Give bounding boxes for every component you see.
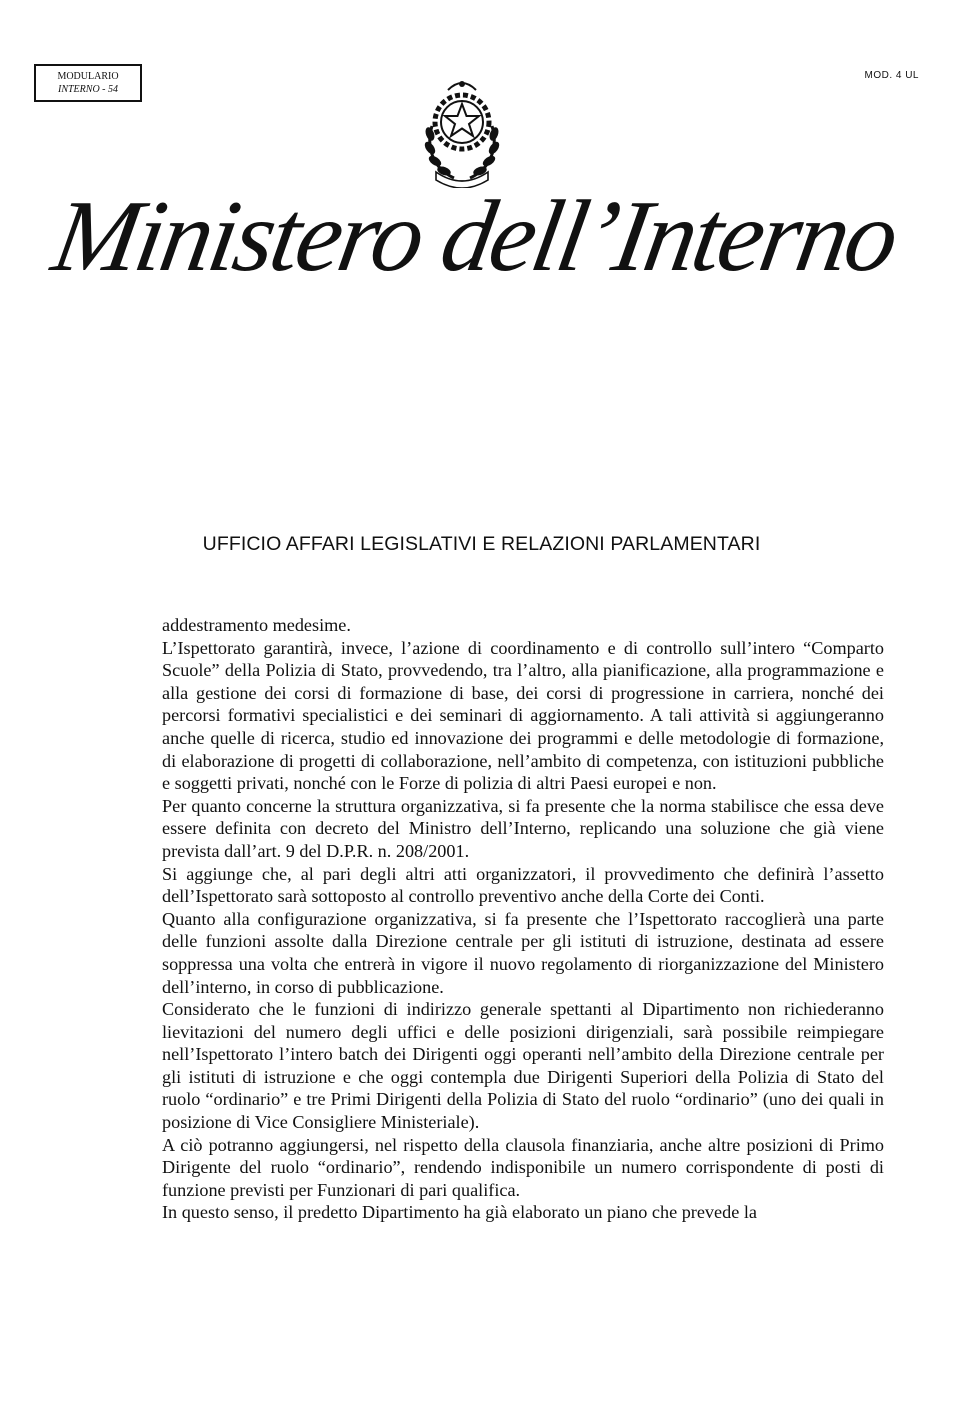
ministry-name-logotype <box>40 178 930 298</box>
paragraph: A ciò potranno aggiungersi, nel rispetto della clausola finanziaria, anche altre posizioni di Primo Dirigente del ruolo “ordinario”, rendendo indisponibile un numero corrispondente di posti di funzione previsti per Funzionari di pari qualifica. <box>162 1134 884 1200</box>
paragraph: L’Ispettorato garantirà, invece, l’azione di coordinamento e di controllo sull’intero “Comparto Scuole” della Polizia di Stato, provvedendo, tra l’altro, alla pianificazione, alla programmazione e alla gestione dei corsi di formazione di base, dei corsi di progressione in carriera, nonché dei percorsi formativi specialistici e dei seminari di aggiornamento. A tali attività si aggiungeranno anche quelle di ricerca, studio ed innovazione dei programmi e delle metodologie di formazione, di elaborazione di progetti di collaborazione, nell’ambito di competenza, con istituzioni pubbliche e soggetti privati, nonché con le Forze di polizia di altri Paesi europei e non. <box>162 637 884 794</box>
form-label-line2: INTERNO - 54 <box>58 84 118 95</box>
paragraph: Si aggiunge che, al pari degli altri atti organizzatori, il provvedimento che definirà l’assetto dell’Ispettorato sarà sottoposto al controllo preventivo anche della Corte dei Conti. <box>162 863 884 907</box>
paragraph: Considerato che le funzioni di indirizzo generale spettanti al Dipartimento non richiederanno lievitazioni del numero degli uffici e delle posizioni dirigenziali, sarà possibile reimpiegare nell’Ispettorato l’intero batch dei Dirigenti oggi operanti nell’ambito della Direzione centrale per gli istituti di istruzione e che oggi contempla due Dirigenti Superiori della Polizia di Stato del ruolo “ordinario” e tre Primi Dirigenti della Polizia di Stato del ruolo “ordinario” (uno dei quali in posizione di Vice Consigliere Ministeriale). <box>162 999 884 1133</box>
office-title: UFFICIO AFFARI LEGISLATIVI E RELAZIONI PARLAMENTARI <box>202 533 761 555</box>
paragraph: Per quanto concerne la struttura organizzativa, si fa presente che la norma stabilisce che essa deve essere definita con decreto del Ministro dell’Interno, replicando una soluzione che già viene prevista dall’art. 9 del D.P.R. n. 208/2001. <box>162 795 884 861</box>
form-code: MOD. 4 UL <box>864 70 919 81</box>
paragraph: In questo senso, il predetto Dipartimento ha già elaborato un piano che prevede la <box>162 1202 757 1223</box>
ministry-name-text: Ministero dell’Interno <box>45 179 905 293</box>
form-label-line1: MODULARIO <box>57 71 119 82</box>
form-label-box <box>34 64 142 102</box>
italian-republic-emblem-icon <box>418 64 506 188</box>
paragraph: Quanto alla configurazione organizzativa, si fa presente che l’Ispettorato raccoglierà una parte delle funzioni assolte dalla Direzione centrale per gli istituti di istruzione, destinata ad essere soppressa una volta che entrerà in vigore il nuovo regolamento di riorganizzazione del Ministero dell’interno, in corso di pubblicazione. <box>162 908 884 997</box>
paragraph: addestramento medesime. <box>162 615 351 635</box>
document-body <box>162 614 884 1224</box>
